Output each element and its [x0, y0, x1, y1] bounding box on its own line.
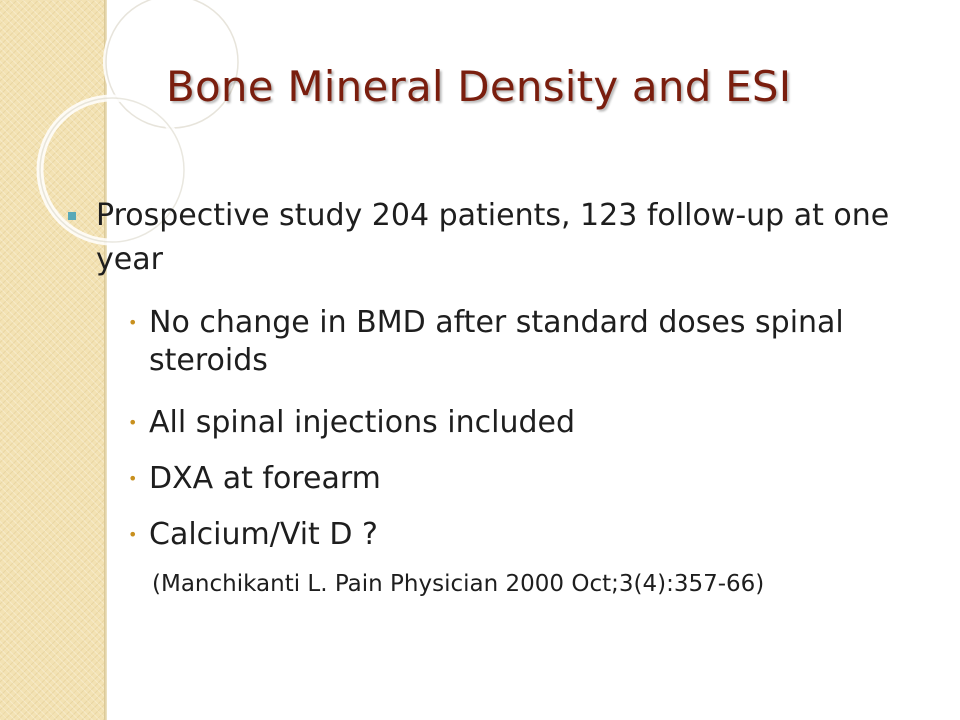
sub-bullet-text: Calcium/Vit D ?: [149, 517, 378, 552]
sub-bullet-text: No change in BMD after standard doses spinal steroids: [149, 305, 844, 378]
dot-bullet-icon: •: [128, 313, 138, 332]
citation: (Manchikanti L. Pain Physician 2000 Oct;3(4):357-66): [152, 571, 765, 597]
sub-bullet-text: DXA at forearm: [149, 461, 381, 496]
dot-bullet-icon: •: [128, 413, 138, 432]
sub-bullet-text: All spinal injections included: [149, 405, 576, 440]
square-bullet-icon: [68, 212, 76, 220]
slide-title: Bone Mineral Density and ESI: [166, 62, 792, 111]
dot-bullet-icon: •: [128, 469, 138, 488]
dot-bullet-icon: •: [128, 525, 138, 544]
main-bullet-text: Prospective study 204 patients, 123 follow-up at one year: [96, 198, 890, 277]
